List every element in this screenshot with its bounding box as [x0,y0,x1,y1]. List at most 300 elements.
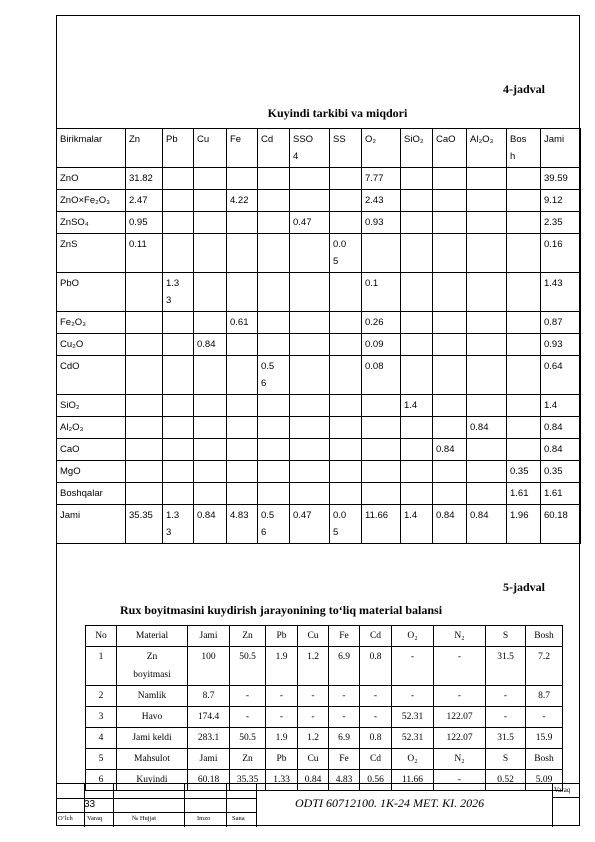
table1-cell [163,461,194,483]
table1-cell [507,395,541,417]
table1-cell: Jami [57,505,126,544]
table2-cell: - [526,707,563,728]
table2-title: Rux boyitmasini kuydirish jarayonining to‘liq material balansi [120,603,443,617]
table1-cell: MgO [57,461,126,483]
table1-cell: Fe₂O₃ [57,312,126,334]
table1-cell: SiO₂ [57,395,126,417]
table1-cell [330,395,362,417]
table1-cell: 1.61 [541,483,581,505]
table1-cell [227,483,258,505]
table2-cell: Namlik [117,686,188,707]
table1-cell [467,439,507,461]
table2-cell: - [392,647,434,686]
table2-cell: 1.9 [266,728,298,749]
table1-cell: 1.4 [401,505,433,544]
table2-cell: 1.2 [298,728,329,749]
table1-cell [401,234,433,273]
table1-cell [258,334,290,356]
table2-cell: - [230,686,266,707]
table2-cell: 283.1 [188,728,230,749]
table2-cell: 4.83 [329,770,360,791]
table2-header-cell: Zn [230,626,266,647]
table1-cell [401,168,433,190]
table1-cell: 0.93 [541,334,581,356]
table1-cell [467,212,507,234]
table1-cell [507,356,541,395]
table1-row [57,312,581,334]
table1-cell [467,273,507,312]
table1-cell: 1.3 3 [163,505,194,544]
table1-cell [227,439,258,461]
table1-cell: 0.5 6 [258,356,290,395]
table1-cell: 2.43 [362,190,401,212]
table1-cell [126,461,163,483]
table1-cell: 0.84 [194,334,227,356]
table2-cell: Cd [360,749,392,770]
table1-cell [330,439,362,461]
table1-cell: 60.18 [541,505,581,544]
table2-cell: Jami keldi [117,728,188,749]
table1-cell [194,234,227,273]
table1-cell [330,356,362,395]
table1-cell: 1.61 [507,483,541,505]
table1-cell [258,273,290,312]
table1-cell [401,334,433,356]
table2-cell: 52.31 [392,707,434,728]
table2-cell: 52.31 [392,728,434,749]
table1-cell: 0.47 [290,505,330,544]
table1-cell: ZnO [57,168,126,190]
composition-table [56,128,581,544]
table2-cell: - [329,707,360,728]
table1-cell: 0.0 5 [330,234,362,273]
table1-cell: 0.08 [362,356,401,395]
table2-cell: 8.7 [188,686,230,707]
table2-header-cell: Jami [188,626,230,647]
table1-cell [258,168,290,190]
table2-row [86,728,563,749]
table1-cell [330,168,362,190]
table2-cell: - [434,770,486,791]
table1-cell: 31.82 [126,168,163,190]
table2-cell: - [298,707,329,728]
table1-cell: 0.84 [433,505,467,544]
table1-cell [433,168,467,190]
table1-cell [258,461,290,483]
table1-cell [467,168,507,190]
table1-cell [194,190,227,212]
table1-cell: 1.3 3 [163,273,194,312]
table1-cell [227,395,258,417]
table1-cell [433,395,467,417]
table1-cell: CaO [57,439,126,461]
table1-cell: 0.84 [467,417,507,439]
table1-cell [290,461,330,483]
table2-cell: 5.09 [526,770,563,791]
table2-cell: - [298,686,329,707]
table2-header-cell: No [86,626,117,647]
table2-cell: 2 [86,686,117,707]
table2-cell: 6.9 [329,647,360,686]
table1-cell [401,212,433,234]
table1-cell [401,356,433,395]
table1-row [57,273,581,312]
table1-row [57,190,581,212]
table1-cell [401,190,433,212]
table1-row [57,483,581,505]
table2-cell: - [266,707,298,728]
table2-cell: 11.66 [392,770,434,791]
table1-cell [433,190,467,212]
table1-cell [126,356,163,395]
table1-cell [290,234,330,273]
table1-header-cell: O₂ [362,129,401,168]
table2-cell: Havo [117,707,188,728]
table1-cell: 0.35 [541,461,581,483]
table2-cell: 31.5 [486,647,526,686]
table1-cell [290,439,330,461]
sheet-number: 33 [84,799,96,810]
table1-cell [227,234,258,273]
table2-cell: 60.18 [188,770,230,791]
table1-row [57,505,581,544]
table1-header-row [57,129,581,168]
table1-cell [126,273,163,312]
table1-cell: ZnSO₄ [57,212,126,234]
table1-cell: CdO [57,356,126,395]
table1-cell: Al₂O₃ [57,417,126,439]
table2-cell: 1.2 [298,647,329,686]
table1-cell [227,168,258,190]
table1-cell [194,439,227,461]
table2-cell: - [266,686,298,707]
table1-cell [362,439,401,461]
table2-cell: 8.7 [526,686,563,707]
table1-cell [362,417,401,439]
table1-cell: Boshqalar [57,483,126,505]
footer-imzo: Imzo [197,815,211,822]
table1-cell [258,190,290,212]
table1-cell [507,234,541,273]
table2-cell: 3 [86,707,117,728]
table1-row [57,212,581,234]
table1-cell [507,212,541,234]
table2-cell: 6 [86,770,117,791]
table1-cell [290,395,330,417]
table1-cell: 1.4 [401,395,433,417]
table2-header-cell: Fe [329,626,360,647]
table1-cell: 0.16 [541,234,581,273]
table1-cell [258,439,290,461]
table1-cell [507,439,541,461]
table2-cell: - [392,686,434,707]
table1-row [57,439,581,461]
table1-cell: 0.35 [507,461,541,483]
table1-cell [507,168,541,190]
table2-cell: 7.2 [526,647,563,686]
table1-cell [507,334,541,356]
table1-cell: 1.4 [541,395,581,417]
table2-cell: 5 [86,749,117,770]
table1-cell [258,395,290,417]
table2-cell: 50.5 [230,647,266,686]
table2-cell: Fe [329,749,360,770]
table1-cell: 0.84 [541,417,581,439]
table1-cell [330,483,362,505]
table1-header-cell: SiO₂ [401,129,433,168]
table2-cell: - [434,647,486,686]
table1-cell [330,312,362,334]
table1-cell [401,273,433,312]
table1-cell [163,356,194,395]
table2-cell: 1.9 [266,647,298,686]
table1-cell [330,334,362,356]
material-balance-table [85,625,563,791]
table2-header-cell: Pb [266,626,298,647]
table1-cell [507,312,541,334]
table1-header-cell: Zn [126,129,163,168]
table1-cell [290,190,330,212]
table2-cell: - [434,686,486,707]
table1-cell [163,483,194,505]
table1-cell [401,483,433,505]
table2-cell: 122.07 [434,728,486,749]
table1-cell [194,312,227,334]
table2-label: 5-jadval [503,580,545,594]
table2-cell: Jami [188,749,230,770]
table2-cell: 4 [86,728,117,749]
table1-cell [163,417,194,439]
table1-cell [126,334,163,356]
table1-cell [163,334,194,356]
table1-header-cell: Jami [541,129,581,168]
table1-cell: PbO [57,273,126,312]
table1-cell [227,212,258,234]
table2-header-cell: Cd [360,626,392,647]
table2-cell: - [486,686,526,707]
table1-cell [433,356,467,395]
footer-hujjat: № Hujjat [132,815,157,822]
table1-cell [290,273,330,312]
table1-cell: 4.22 [227,190,258,212]
table1-cell [507,273,541,312]
table1-cell: 0.09 [362,334,401,356]
table2-cell: 0.84 [298,770,329,791]
table1-row [57,356,581,395]
table1-row [57,461,581,483]
table1-row [57,395,581,417]
table1-cell [163,168,194,190]
table1-cell: 0.26 [362,312,401,334]
table1-cell: 39.59 [541,168,581,190]
table2-cell: - [230,707,266,728]
table1-cell [401,461,433,483]
table1-cell [433,212,467,234]
table1-cell [290,312,330,334]
table1-cell: 1.96 [507,505,541,544]
table1-header-cell: Cu [194,129,227,168]
table1-cell [330,190,362,212]
table1-cell [194,356,227,395]
table1-cell [290,334,330,356]
table1-cell [433,334,467,356]
table1-cell: 0.84 [194,505,227,544]
table1-cell: 11.66 [362,505,401,544]
table2-cell: 1 [86,647,117,686]
table1-cell [467,190,507,212]
table2-cell: 0.8 [360,728,392,749]
table2-cell: 6.9 [329,728,360,749]
table1-cell [330,417,362,439]
table1-cell: 0.47 [290,212,330,234]
table1-cell: 0.64 [541,356,581,395]
table2-header-row [86,626,563,647]
table2-cell: - [360,707,392,728]
table2-cell: 15.9 [526,728,563,749]
table1-cell [433,461,467,483]
table1-cell [194,395,227,417]
table1-cell: ZnS [57,234,126,273]
table2-row [86,686,563,707]
table2-header-cell: Material [117,626,188,647]
table1-header-cell: CaO [433,129,467,168]
table1-cell: 9.12 [541,190,581,212]
table2-row [86,749,563,770]
table1-cell [163,395,194,417]
table1-cell [362,395,401,417]
table2-cell: 50.5 [230,728,266,749]
table1-header-cell: SSO 4 [290,129,330,168]
table2-cell: N₂ [434,749,486,770]
table1-cell: 0.11 [126,234,163,273]
table2-cell: 31.5 [486,728,526,749]
table1-cell [507,190,541,212]
table1-cell: 0.84 [467,505,507,544]
table1-cell: 4.83 [227,505,258,544]
sheet-label: Varaq [554,786,571,794]
table2-cell: 35.35 [230,770,266,791]
table1-cell: 0.84 [541,439,581,461]
table1-cell [507,417,541,439]
table1-row [57,417,581,439]
table1-cell [467,395,507,417]
table2-cell: Zn [230,749,266,770]
table1-header-cell: Birikmalar [57,129,126,168]
table1-cell: 0.0 5 [330,505,362,544]
table1-cell: 2.35 [541,212,581,234]
table1-cell [290,168,330,190]
table1-cell: 0.87 [541,312,581,334]
table1-cell: Cu₂O [57,334,126,356]
table1-cell [467,334,507,356]
table2-cell: 174.4 [188,707,230,728]
table1-cell [467,312,507,334]
table1-cell [194,483,227,505]
table1-cell [433,483,467,505]
table1-header-cell: Al₂O₃ [467,129,507,168]
footer-sana: Sana [232,815,245,822]
table2-row [86,707,563,728]
table1-cell: 7.77 [362,168,401,190]
table1-cell [227,334,258,356]
table2-header-cell: S [486,626,526,647]
table1-cell [258,212,290,234]
table1-cell: 0.93 [362,212,401,234]
table1-cell [194,273,227,312]
table2-cell: - [486,707,526,728]
table1-cell [126,439,163,461]
table1-cell [467,483,507,505]
table1-cell [126,417,163,439]
table1-cell [258,312,290,334]
table1-cell [126,312,163,334]
table1-header-cell: Cd [258,129,290,168]
table2-header-cell: N₂ [434,626,486,647]
table2-cell: 100 [188,647,230,686]
table1-cell: 1.43 [541,273,581,312]
table1-cell [433,234,467,273]
table1-header-cell: SS [330,129,362,168]
table1-cell [227,356,258,395]
table2-cell: 122.07 [434,707,486,728]
table1-cell [290,483,330,505]
table1-cell [163,190,194,212]
table1-cell: 0.95 [126,212,163,234]
table1-cell: 0.1 [362,273,401,312]
table1-cell [290,356,330,395]
table1-title: Kuyindi tarkibi va miqdori [267,106,408,120]
table2-cell: S [486,749,526,770]
table1-cell [362,461,401,483]
table1-cell [467,356,507,395]
table2-cell: Bosh [526,749,563,770]
table1-cell [362,234,401,273]
table1-header-cell: Bos h [507,129,541,168]
table1-cell [194,212,227,234]
table1-cell [433,417,467,439]
table1-row [57,234,581,273]
table1-label: 4-jadval [503,82,545,96]
footer-olch: O’lch [58,815,73,822]
table1-cell [401,439,433,461]
table1-cell [433,312,467,334]
table2-cell: - [360,686,392,707]
table1-row [57,168,581,190]
table1-cell: 0.84 [433,439,467,461]
table1-header-cell: Fe [227,129,258,168]
table2-row [86,647,563,686]
table1-cell [330,461,362,483]
table2-header-cell: Bosh [526,626,563,647]
table1-cell [163,212,194,234]
table2-cell: Cu [298,749,329,770]
table1-cell: 0.5 6 [258,505,290,544]
table1-cell: 2.47 [126,190,163,212]
table1-cell [227,417,258,439]
table1-cell [194,461,227,483]
table1-cell [401,312,433,334]
table2-cell: Kuyindi [117,770,188,791]
table2-cell: Zn boyitmasi [117,647,188,686]
table1-cell [194,168,227,190]
table2-header-cell: O₂ [392,626,434,647]
table1-cell [290,417,330,439]
table1-cell [163,439,194,461]
table1-cell [227,273,258,312]
table1-cell [258,417,290,439]
table1-cell: 0.61 [227,312,258,334]
table1-cell [467,461,507,483]
